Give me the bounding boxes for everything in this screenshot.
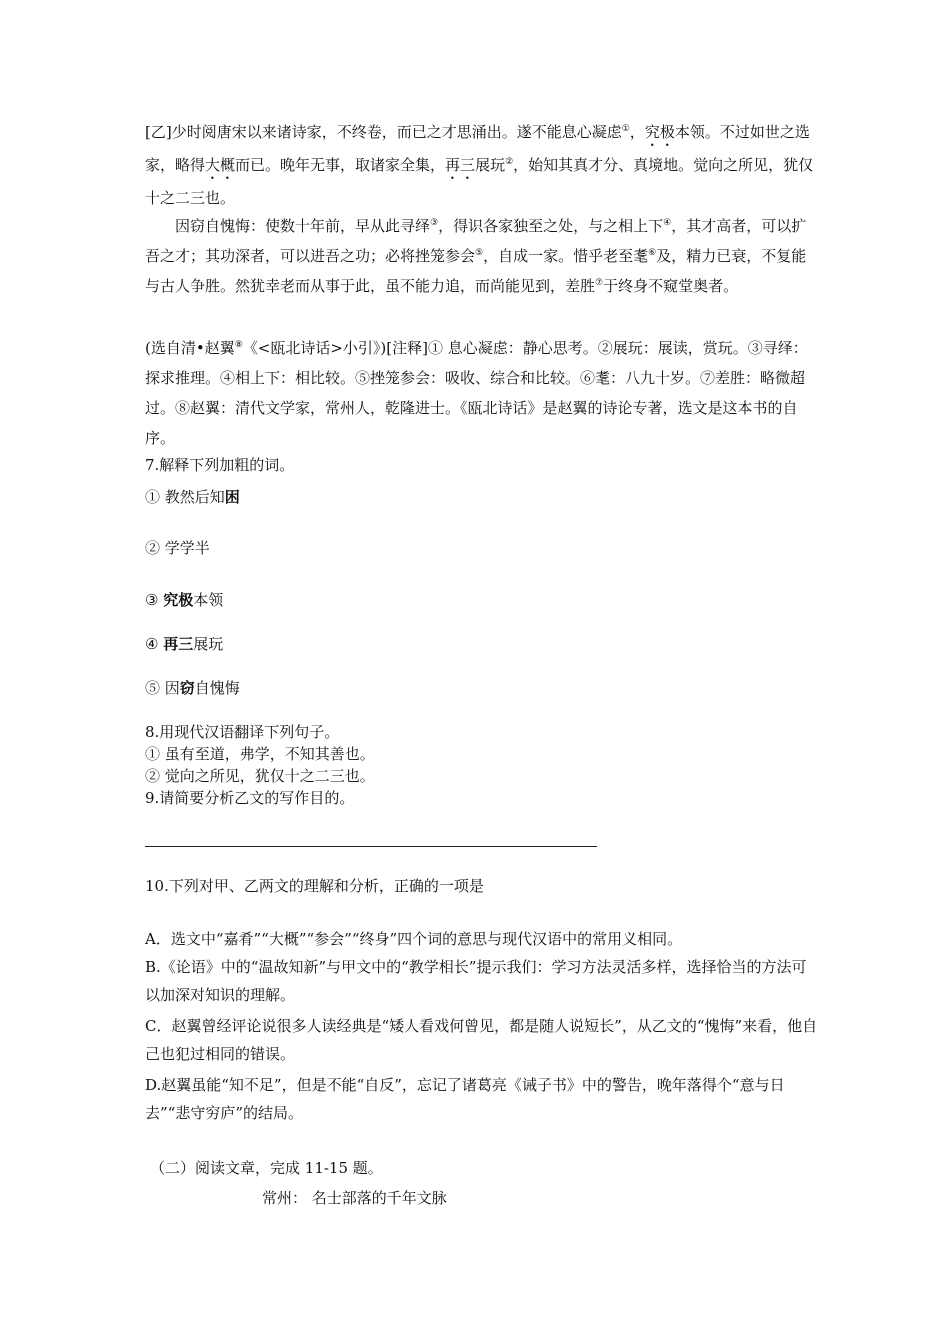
bold-word: 再三 — [163, 635, 194, 653]
bold-word: 窃 — [179, 679, 195, 697]
question-10-stem: 10.下列对甲、乙两文的理解和分析，正确的一项是 — [145, 877, 484, 895]
text-run: 自愧悔 — [194, 679, 240, 697]
text-run: ，得识各家独至之处，与之相上下 — [438, 217, 664, 235]
question-10-option-a: A．选文中“嘉肴”“大概”“参会”“终身”四个词的意思与现代汉语中的常用义相同。 — [145, 930, 683, 948]
text-run: [乙]少时阅唐宋以来诸诗家，不终卷，而已之才思涌出。遂不能息心凝虑 — [145, 123, 622, 141]
source-and-notes — [145, 333, 815, 453]
text-run: ， — [629, 123, 645, 141]
text-run: ① 教然后知 — [145, 488, 225, 506]
text-run: 而已。晚年无事，取诸家全集， — [235, 156, 446, 174]
question-8-stem: 8.用现代汉语翻译下列句子。 — [145, 723, 340, 741]
dotted-word: 究极 — [644, 123, 675, 141]
footnote-marker: ④ — [663, 218, 672, 228]
footnote-marker: ⑤ — [475, 248, 484, 258]
text-run: ③ — [145, 591, 164, 609]
question-8-sentence-2: ② 觉向之所见，犹仅十之二三也。 — [145, 767, 375, 785]
answer-line — [145, 846, 597, 847]
dotted-word: 再三 — [445, 156, 476, 174]
footnote-marker: ② — [505, 157, 514, 167]
text-run: ⑤ 因 — [145, 679, 180, 697]
question-7-stem: 7.解释下列加粗的词。 — [145, 456, 295, 474]
text-run: 展玩 — [475, 156, 506, 174]
question-8-sentence-1: ① 虽有至道，弗学，不知其善也。 — [145, 745, 375, 763]
bold-word: 困 — [224, 488, 240, 506]
text-run: ② 学学半 — [145, 539, 210, 557]
question-9-stem: 9.请简要分析乙文的写作目的。 — [145, 789, 355, 807]
question-10-option-c: C．赵翼曾经评论说很多人读经典是“矮人看戏何曾见，都是随人说短长”，从乙文的“愧悔”来看，他自己也犯过相同的错误。 — [145, 1017, 818, 1063]
footnote-marker: ⑧ — [234, 340, 243, 350]
text-run: 本领 — [193, 591, 224, 609]
question-7-item-2 — [145, 537, 210, 559]
question-7-item-3 — [145, 589, 223, 611]
text-run: ，始知其真才分、真境地。觉向之所见，犹仅十之二三也。 — [145, 156, 814, 207]
section-2-heading: （二）阅读文章，完成 11-15 题。 — [150, 1159, 383, 1177]
footnote-marker: ③ — [430, 218, 439, 228]
text-run: 于终身不窥堂奥者。 — [603, 277, 739, 295]
text-run: 及，精力已衰，不复能与古人争胜。然犹幸老而从事于此，虽不能力追，而尚能见到，差胜 — [145, 247, 807, 295]
text-run: 本领。不过如世之选家，略得 — [145, 123, 810, 174]
text-run: 因窃自愧悔：使数十年前，早从此寻绎 — [175, 217, 431, 235]
article-title: 常州： 名士部落的千年文脉 — [262, 1189, 447, 1207]
text-run: 《<瓯北诗话>小引》)[注释]① 息心凝虑：静心思考。②展玩：展读，赏玩。③寻绎：探求推理。④相上下：相比较。⑤挫笼参会：吸收、综合和比较。⑥耄：八九十岁。⑦差胜：略微超过。⑧赵翼：清代文学家，常州人，乾隆进士。《瓯北诗话》是赵翼的诗论专著，选文是这本书的自序。 — [145, 339, 808, 447]
passage-yi-paragraph-2 — [145, 211, 815, 301]
question-7-item-1 — [145, 486, 240, 508]
passage-yi-paragraph-1 — [145, 117, 815, 213]
question-10-option-d: D.赵翼虽能“知不足”，但是不能“自反”，忘记了诸葛亮《诫子书》中的警告，晚年落得个“意与日去”“悲守穷庐”的结局。 — [145, 1076, 785, 1122]
text-run: ④ — [145, 635, 164, 653]
text-run: 展玩 — [193, 635, 224, 653]
question-7-item-5 — [145, 677, 240, 699]
footnote-marker: ① — [621, 124, 630, 134]
dotted-word: 大概 — [205, 156, 236, 174]
footnote-marker: ⑥ — [648, 248, 657, 258]
question-10-option-b: B.《论语》中的“温故知新”与甲文中的“教学相长”提示我们：学习方法灵活多样，选择恰当的方法可以加深对知识的理解。 — [145, 958, 807, 1004]
text-run: (选自清•赵翼 — [145, 339, 235, 357]
bold-word: 究极 — [163, 591, 194, 609]
question-7-item-4 — [145, 633, 223, 655]
footnote-marker: ⑦ — [595, 278, 604, 288]
text-run: ，其才高者，可以扩吾之才；其功深者，可以进吾之功；必将挫笼参会 — [145, 217, 807, 265]
text-run: ，自成一家。惜乎老至耄 — [483, 247, 649, 265]
